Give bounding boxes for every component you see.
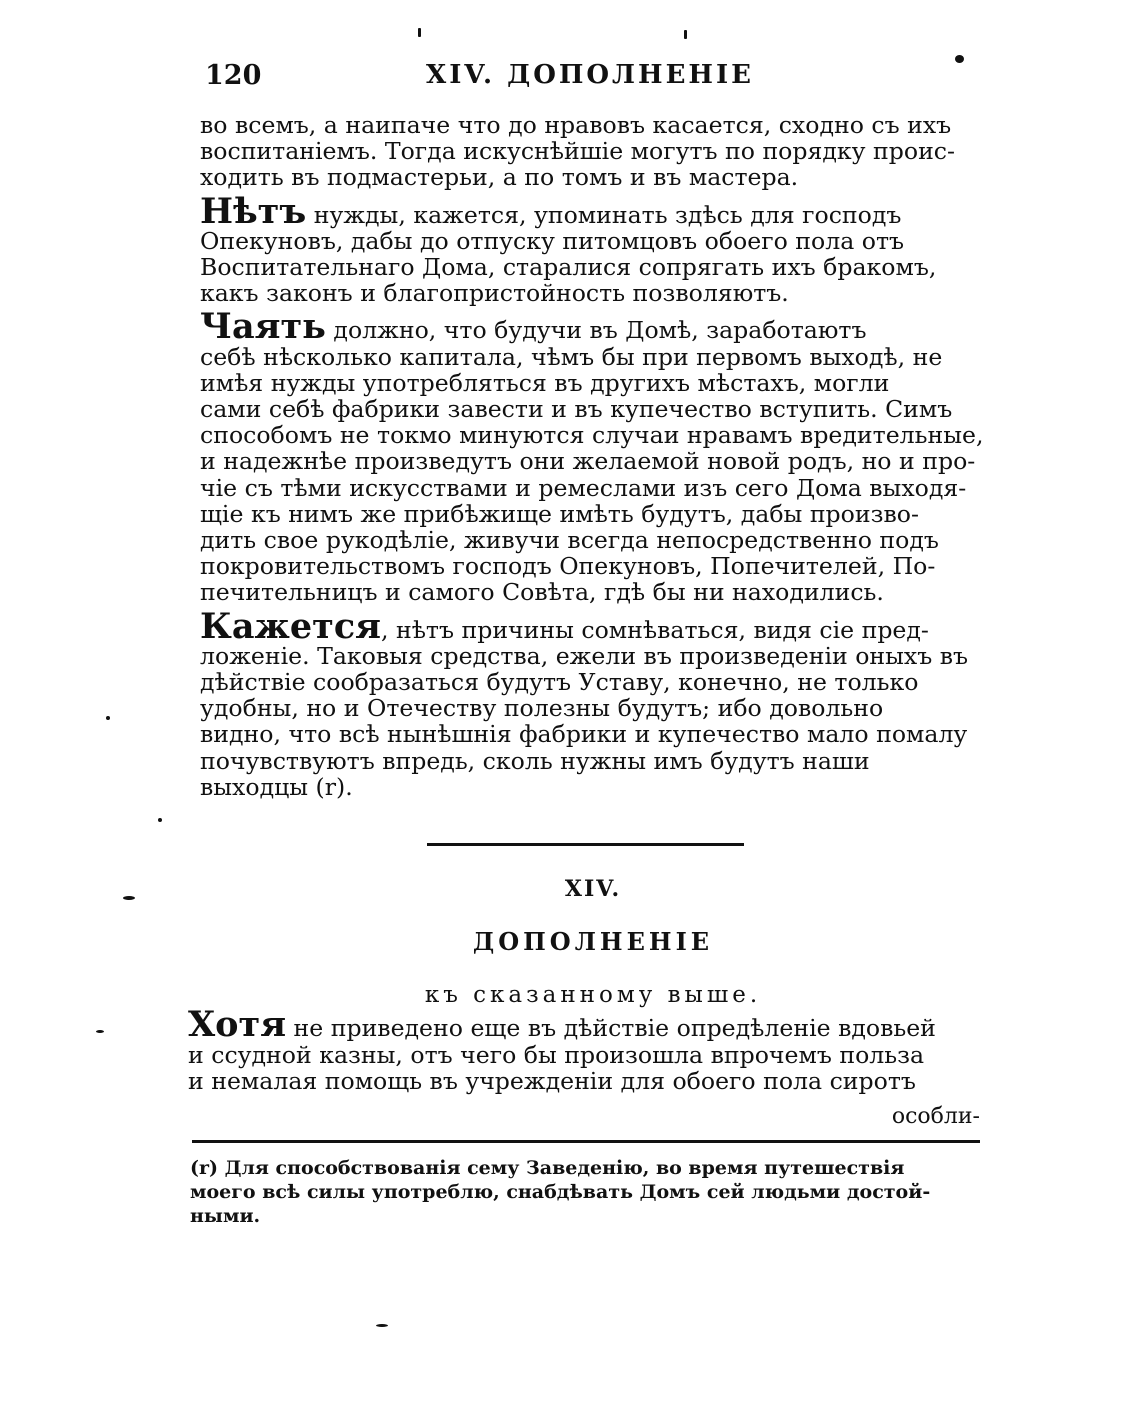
ink-speck xyxy=(684,30,687,39)
section-divider xyxy=(427,843,744,846)
page-number: 120 xyxy=(205,60,262,91)
section-title: ДОПОЛНЕНІЕ xyxy=(472,927,714,956)
section-subtitle: къ сказанному выше. xyxy=(424,982,762,1008)
paragraph-text: нужды, кажется, упоминать здѣсь для господъ Опекуновъ, дабы до отпуску питомцовъ обоего пола отъ Воспитательнаго Дома, старалися сопрягать ихъ бракомъ, какъ законъ и благопристойность позволяютъ. xyxy=(200,200,937,308)
paragraph xyxy=(200,306,986,607)
paragraph-continuation: во всемъ, а наипаче что до нравовъ касается, сходно съ ихъ воспитаніемъ. Тогда искуснѣйшіе могутъ по порядку проис- ходить въ подмастерьи, а по томъ и въ мастера. xyxy=(200,111,955,192)
ink-speck xyxy=(96,1030,104,1033)
ink-speck xyxy=(106,716,110,720)
footnote: (r) Для способствованія сему Заведенію, во время путешествія моего всѣ силы употреблю, снабдѣвать Домъ сей людьми достой- ными. xyxy=(190,1157,931,1227)
ink-speck xyxy=(955,55,964,63)
paragraph-lead-word: Хотя xyxy=(188,1004,287,1045)
paragraph-lead-word: Кажется xyxy=(200,605,381,647)
paragraph xyxy=(200,605,986,801)
running-head: XIV. ДОПОЛНЕНІЕ xyxy=(426,60,754,90)
paragraph-lead-word: Нѣтъ xyxy=(200,190,307,232)
main-text xyxy=(200,112,986,800)
footnote-rule xyxy=(192,1140,980,1143)
paragraph-text: должно, что будучи въ Домѣ, заработаютъ себѣ нѣсколько капитала, чѣмъ бы при первомъ выходѣ, не имѣя нужды употребляться въ другихъ мѣстахъ, могли сами себѣ фабрики завести и въ купечество вступить. Симъ способомъ не токмо минуются случаи нравамъ вредительные, и надежнѣе произведутъ они желаемой новой родъ, но и про- чіе съ тѣми искусствами и ремеслами изъ сего Дома выходя- щіе къ нимъ же прибѣжище имѣть будутъ, дабы произво- дить свое рукодѣліе, живучи всегда непосредственно подъ покровительствомъ господъ Опекуновъ, Попечителей, По- печительницъ и самого Совѣта, гдѣ бы ни находились. xyxy=(200,316,984,607)
ink-speck xyxy=(376,1324,388,1327)
paragraph-text: не приведено еще въ дѣйствіе опредѣленіе вдовьей и ссудной казны, отъ чего бы произошла впрочемъ польза и немалая помощь въ учрежденіи для обоего пола сиротъ xyxy=(188,1014,936,1095)
ink-speck xyxy=(123,896,135,900)
paragraph-text: , нѣтъ причины сомнѣваться, видя сіе пред- ложеніе. Таковыя средства, ежели въ произведеніи оныхъ въ дѣйствіе сообразаться будутъ Уставу, конечно, не только удобны, но и Отечеству полезны будутъ; ибо довольно видно, что всѣ нынѣшнія фабрики и купечество мало помалу почувствуютъ впредь, сколь нужны имъ будутъ наши выходцы (r). xyxy=(200,615,969,801)
catchword: особли- xyxy=(891,1104,980,1129)
paragraph xyxy=(188,1004,980,1095)
ink-speck xyxy=(418,28,421,37)
section-number: XIV. xyxy=(564,876,622,902)
page-header xyxy=(200,58,980,98)
paragraph-lead-word: Чаять xyxy=(200,306,326,348)
paragraph xyxy=(200,190,986,308)
ink-speck xyxy=(158,818,162,822)
section-text xyxy=(188,1004,980,1095)
